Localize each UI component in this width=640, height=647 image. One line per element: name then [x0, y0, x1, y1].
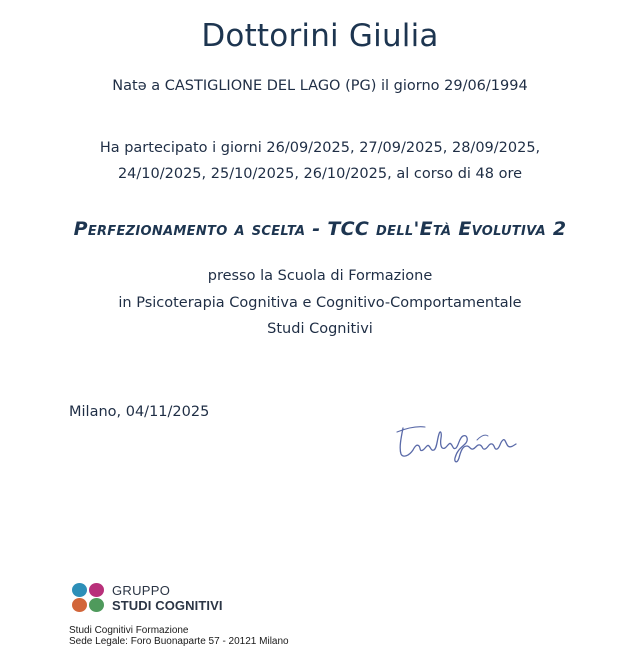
birth-info: Natə a CASTIGLIONE DEL LAGO (PG) il giorno 29/06/1994	[112, 78, 528, 94]
place-date: Milano, 04/11/2025	[69, 404, 210, 420]
school-line-1: presso la Scuola di Formazione	[207, 268, 433, 284]
participation-dates	[0, 135, 640, 187]
logo-dots-icon	[72, 583, 106, 613]
school-line-2: in Psicoterapia Cognitiva e Cognitivo-Comportamentale	[118, 294, 522, 311]
studi-cognitivi-logo	[72, 580, 232, 614]
footer-line-1: Studi Cognitivi Formazione	[69, 625, 189, 636]
logo-dot-green	[89, 598, 104, 612]
logo-text-gruppo: GRUPPO	[112, 583, 171, 598]
course-title: Perfezionamento a scelta - TCC dell'Età Evolutiva 2	[73, 218, 567, 240]
logo-dot-blue	[72, 583, 87, 597]
recipient-name: Dottorini Giulia	[201, 18, 439, 54]
logo-dot-magenta	[89, 583, 104, 597]
logo-text-studi-cognitivi: STUDI COGNITIVI	[112, 598, 223, 613]
footer-info	[69, 625, 629, 647]
logo-dot-orange	[72, 598, 87, 612]
signature-icon	[393, 410, 523, 466]
school-info	[0, 263, 640, 343]
footer-line-2: Sede Legale: Foro Buonaparte 57 - 20121 Milano	[69, 636, 289, 647]
participation-line-2: 24/10/2025, 25/10/2025, 26/10/2025, al corso di 48 ore	[117, 166, 523, 182]
participation-line-1: Ha partecipato i giorni 26/09/2025, 27/09/2025, 28/09/2025,	[99, 140, 541, 156]
school-line-3: Studi Cognitivi	[267, 321, 373, 337]
